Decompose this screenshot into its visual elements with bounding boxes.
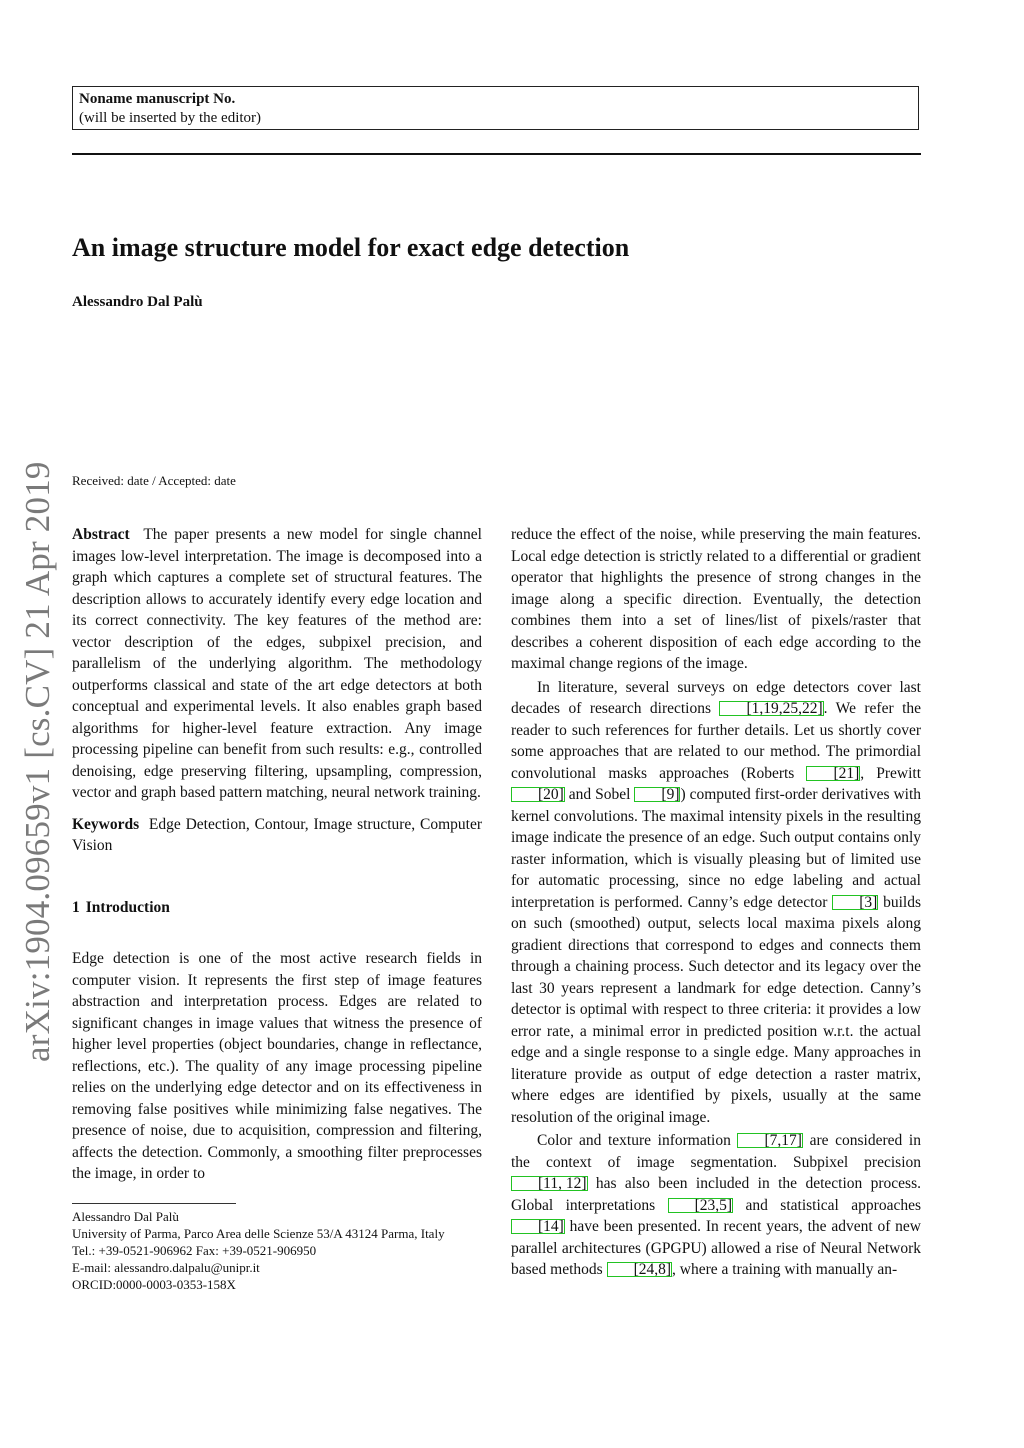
keywords-text: Edge Detection, Contour, Image structure, Computer Vision [72, 815, 483, 854]
p2-text-d: and Sobel [564, 786, 635, 803]
citation-link[interactable]: [3] [832, 895, 878, 910]
author-footnote [72, 1208, 492, 1293]
footnote-name: Alessandro Dal Palù [72, 1209, 179, 1224]
p3-text-c: has also been included in the detection process. Global interpretations [511, 1175, 921, 1214]
intro-paragraph-3 [511, 1130, 921, 1281]
manuscript-box [72, 86, 919, 130]
section-number: 1 [72, 898, 80, 916]
top-rule [72, 153, 921, 155]
footnote-affiliation: University of Parma, Parco Area delle Scienze 53/A 43124 Parma, Italy [72, 1226, 445, 1241]
intro-paragraph-2 [511, 677, 921, 1129]
citation-link[interactable]: [24,8] [607, 1262, 672, 1277]
abstract [72, 524, 482, 804]
arxiv-stamp: arXiv:1904.09659v1 [cs.CV] 21 Apr 2019 [18, 461, 57, 1062]
p3-text-e: have been presented. In recent years, the advent of new parallel architectures (GPGPU) allowed a rise of Neural Network based methods [511, 1218, 921, 1278]
footnote-rule [72, 1203, 236, 1204]
p2-text-a: In literature, several surveys on edge detectors cover last decades of research directions [511, 678, 921, 717]
p3-text-b: are considered in the context of image segmentation. Subpixel precision [511, 1132, 921, 1171]
footnote-phone: Tel.: +39-0521-906962 Fax: +39-0521-906950 [72, 1243, 317, 1258]
citation-link[interactable]: [20] [511, 787, 565, 802]
left-column [72, 524, 482, 1185]
manuscript-editor-note: (will be inserted by the editor) [79, 110, 262, 126]
p2-text-e: ) computed first-order derivatives with kernel convolutions. The maximal intensity pixels in the resulting image indicate the presence of an edge. Such output contains only raster information, which is visually pleasing but of limited use for automatic processing, since no edge labeling and actual interpretation is performed. Canny’s edge detector [511, 786, 921, 911]
right-column [511, 524, 921, 1281]
citation-link[interactable]: [9] [634, 787, 680, 802]
citation-link[interactable]: [1,19,25,22] [719, 701, 823, 716]
intro-paragraph-1-continued: reduce the effect of the noise, while preserving the main features. Local edge detection is strictly related to a differential or gradient operator that highlights the presence of strong changes in the image along a specific direction. Eventually, the detection combines them into a set of lines/list of pixels/raster that describes a coherent disposition of each edge according to the maximal change regions of the image. [511, 526, 921, 672]
keywords [72, 814, 482, 857]
p3-text-a: Color and texture information [537, 1132, 738, 1149]
citation-link[interactable]: [23,5] [668, 1198, 733, 1213]
manuscript-number: Noname manuscript No. [79, 91, 236, 107]
footnote-email: E-mail: alessandro.dalpalu@unipr.it [72, 1260, 260, 1275]
keywords-heading: Keywords [72, 815, 140, 833]
paper-author: Alessandro Dal Palù [72, 294, 203, 310]
received-date: Received: date / Accepted: date [72, 473, 236, 488]
section-title: Introduction [85, 898, 170, 916]
intro-paragraph-1: Edge detection is one of the most active research fields in computer vision. It represents the first step of image features abstraction and interpretation process. Edges are related to significant changes in image values that witness the presence of higher level properties (object boundaries, change in reflectance, reflections, etc.). The quality of any image processing pipeline relies on the underlying edge detector and on its effectiveness in removing false positives while minimizing false negatives. The presence of noise, due to acquisition, compression and filtering, affects the detection. Commonly, a smoothing filter preprocesses the image, in order to [72, 950, 482, 1182]
p3-text-f: , where a training with manually an- [672, 1261, 898, 1278]
citation-link[interactable]: [7,17] [737, 1133, 802, 1148]
abstract-heading: Abstract [72, 526, 130, 543]
abstract-text: The paper presents a new model for single channel images low-level interpretation. The image is decomposed into a graph which captures a complete set of structural features. The description allows to accurately identify every edge location and its correct connectivity. The key features of the method are: vector description of the edges, subpixel precision, and parallelism of the underlying algorithm. The methodology outperforms classical and state of the art edge detectors at both conceptual and experimental levels. It also enables graph based algorithms for higher-level feature extraction. Any image processing pipeline can benefit from such results: e.g., controlled denoising, edge preserving filtering, upsampling, compression, vector and graph based pattern matching, neural network training. [72, 526, 482, 801]
paper-title: An image structure model for exact edge detection [72, 233, 630, 262]
p2-text-f: builds on such (smoothed) output, selects local maxima pixels along gradient directions that correspond to edges and connects them through a chaining process. Such detector and its legacy over the last 30 years represent a landmark for edge detection. Canny’s detector is optimal with respect to three criteria: it provides a low error rate, a minimal error in predicted position w.r.t. the actual edge and a single response to a single edge. Many approaches in literature provide as output of edge detection a raster matrix, where edges are identified by pixels, usually at the same resolution of the original image. [511, 893, 921, 1126]
section-heading [72, 897, 482, 919]
p2-text-b: . We refer the reader to such references for further details. Let us shortly cover some approaches that are related to our method. The primordial convolutional masks approaches (Roberts [511, 700, 921, 782]
citation-link[interactable]: [11, 12] [511, 1176, 588, 1191]
p2-text-c: , Prewitt [860, 764, 922, 782]
citation-link[interactable]: [21] [806, 766, 860, 781]
footnote-orcid: ORCID:0000-0003-0353-158X [72, 1277, 236, 1292]
citation-link[interactable]: [14] [511, 1219, 565, 1234]
p3-text-d: and statistical approaches [733, 1196, 921, 1214]
